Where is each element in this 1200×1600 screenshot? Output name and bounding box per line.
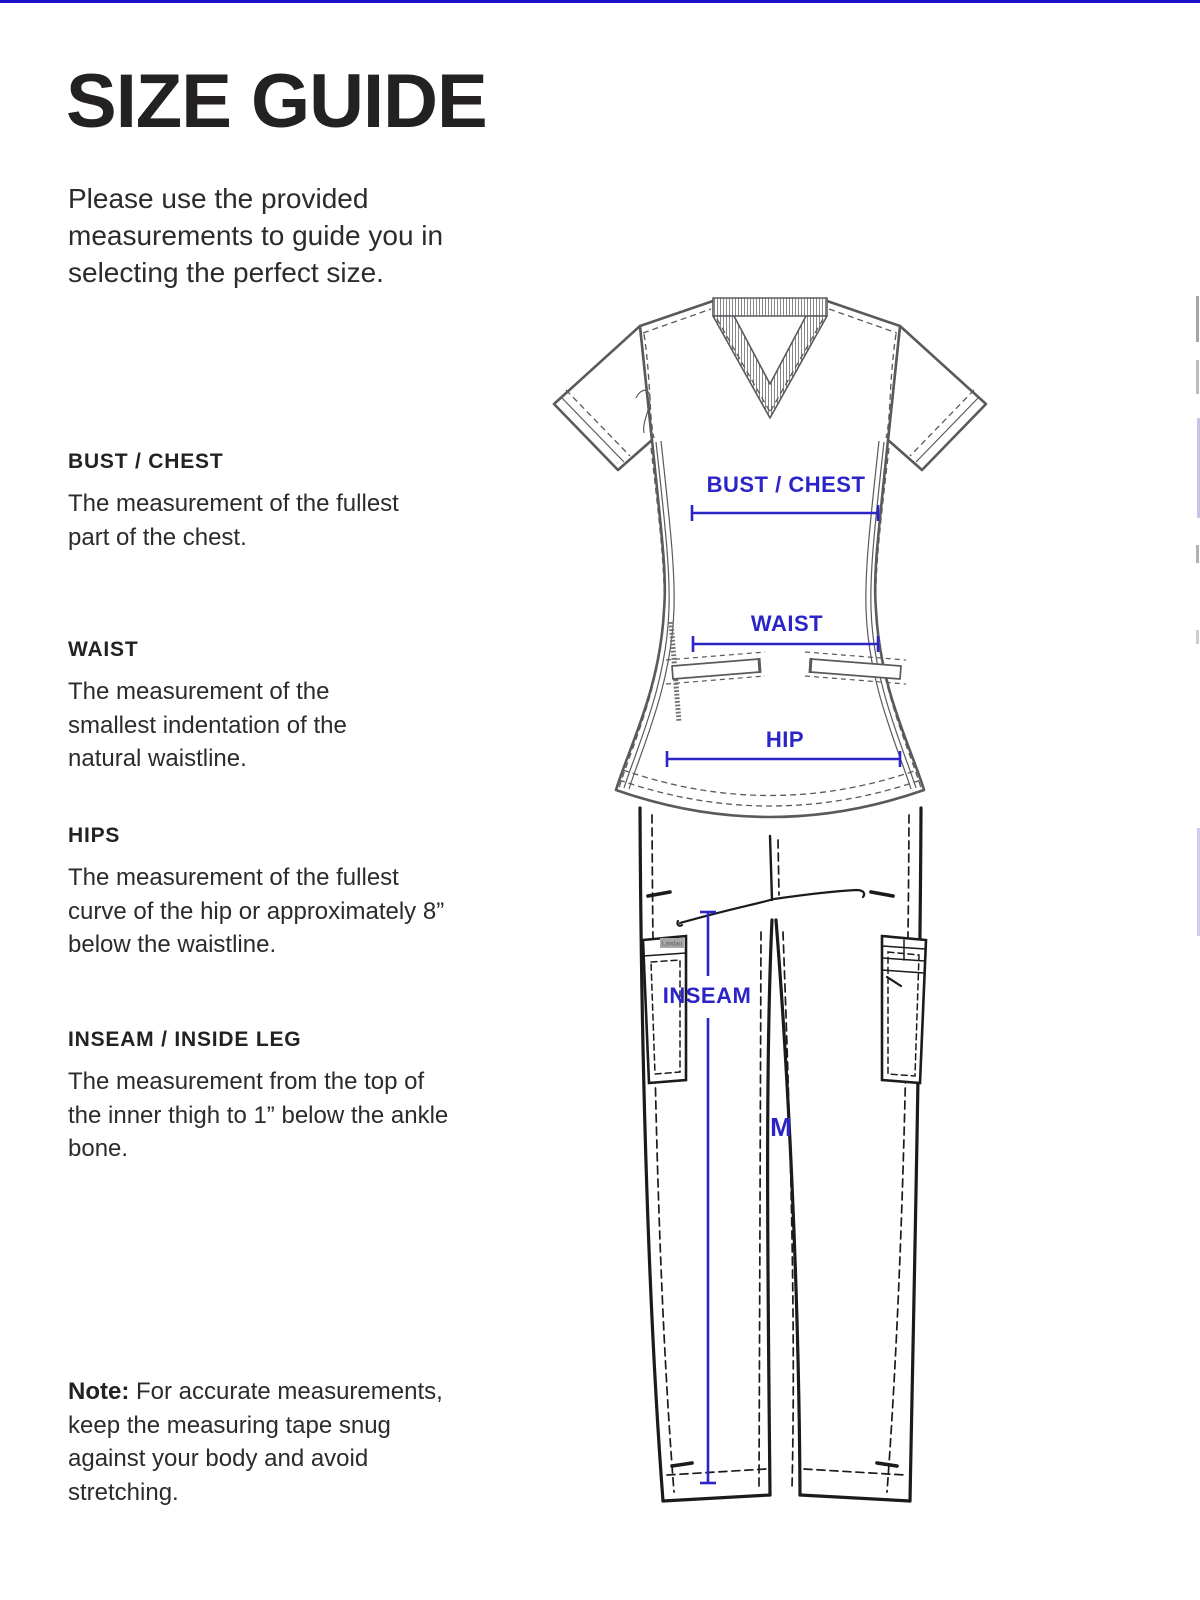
section-heading: WAIST (68, 638, 139, 661)
section-inseam (68, 1028, 464, 1166)
section-body: The measurement of the fullest part of the chest. (68, 490, 399, 551)
section-hips (68, 824, 460, 962)
section-waist (68, 638, 423, 776)
note-text (68, 1375, 460, 1509)
page-title: SIZE GUIDE (66, 59, 487, 144)
right-edge-artifact (1196, 360, 1199, 394)
waist-label: WAIST (750, 611, 824, 636)
hip-label: HIP (765, 727, 805, 752)
note-body: For accurate measurements, keep the measuring tape snug against your body and avoid stretching. (68, 1378, 443, 1506)
top-border-line (0, 0, 1200, 3)
section-body: The measurement from the top of the inner thigh to 1” below the ankle bone. (68, 1068, 449, 1162)
section-heading: HIPS (68, 824, 121, 847)
right-edge-artifact (1196, 630, 1199, 644)
size-diagram (530, 270, 1010, 1530)
size-label: M (770, 1112, 792, 1142)
intro-text: Please use the provided measurements to guide you in selecting the perfect size. (68, 183, 444, 288)
section-body: The measurement of the smallest indentation of the natural waistline. (68, 678, 347, 772)
section-body: The measurement of the fullest curve of the hip or approximately 8” below the waistline. (68, 864, 445, 958)
section-heading: BUST / CHEST (68, 450, 224, 473)
right-edge-artifact (1196, 296, 1199, 342)
inseam-label: INSEAM (662, 983, 752, 1008)
right-edge-artifact (1196, 545, 1199, 563)
section-bust-chest (68, 450, 413, 554)
bust-chest-label: BUST / CHEST (706, 472, 866, 497)
scrub-pants-drawing (640, 808, 926, 1501)
note-label: Note: (68, 1378, 130, 1405)
brand-tag: Landau (661, 941, 683, 948)
section-heading: INSEAM / INSIDE LEG (68, 1028, 302, 1051)
